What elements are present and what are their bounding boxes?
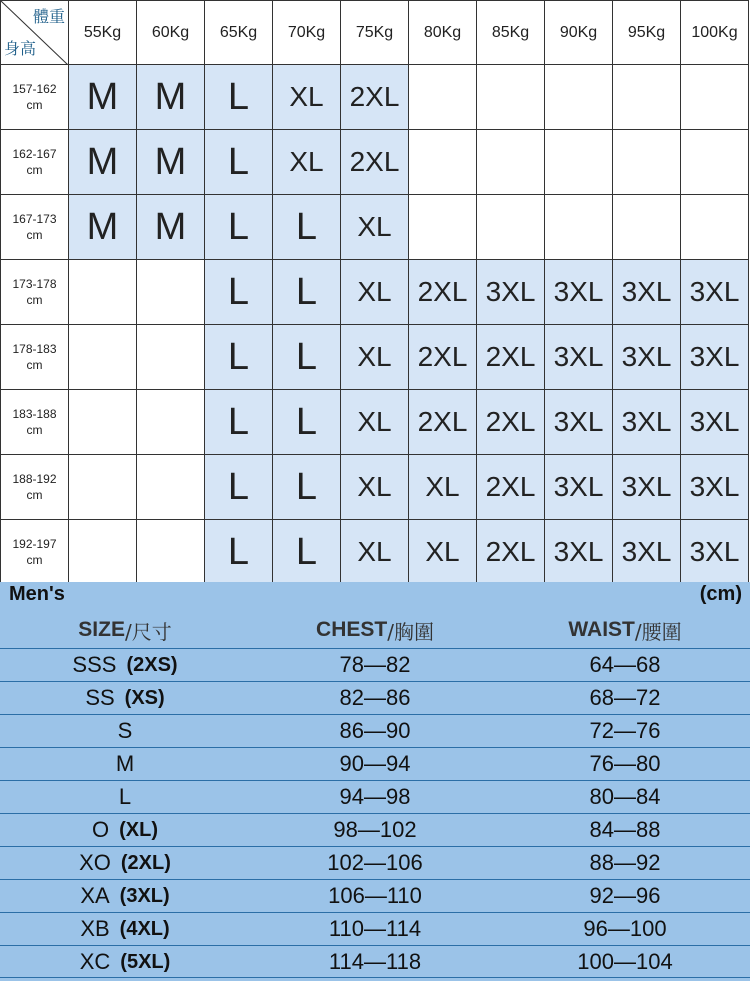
- mens-size-table: [0, 582, 750, 981]
- mens-size-row: [0, 714, 750, 747]
- size-cell: L: [205, 130, 273, 195]
- empty-cell: [409, 195, 477, 260]
- mens-size-row: [0, 648, 750, 681]
- size-code: XB: [80, 916, 110, 941]
- chest-range: 78—82: [339, 652, 411, 677]
- waist-range: 80—84: [589, 784, 661, 809]
- height-unit: cm: [26, 98, 43, 112]
- size-alt: (4XL): [119, 917, 170, 940]
- size-cell: 2XL: [477, 520, 545, 585]
- size-cell: 3XL: [681, 455, 749, 520]
- size-cell: XL: [341, 260, 409, 325]
- height-unit: cm: [26, 488, 43, 502]
- height-range-cell: [1, 325, 69, 390]
- height-unit: cm: [26, 553, 43, 567]
- empty-cell: [545, 195, 613, 260]
- size-code: O: [91, 817, 110, 842]
- size-alt: (XL): [119, 818, 158, 841]
- height-range: 173-178: [12, 277, 57, 291]
- size-cell: 3XL: [545, 455, 613, 520]
- chest-range: 90—94: [339, 751, 411, 776]
- height-range-cell: [1, 260, 69, 325]
- waist-range: 72—76: [589, 718, 661, 743]
- chest-range: 82—86: [339, 685, 411, 710]
- size-cell: XL: [341, 325, 409, 390]
- size-code: XA: [80, 883, 110, 908]
- size-alt: (2XL): [120, 851, 171, 874]
- weight-header: 80Kg: [409, 1, 477, 65]
- height-range-cell: [1, 195, 69, 260]
- weight-header: 65Kg: [205, 1, 273, 65]
- empty-cell: [137, 455, 205, 520]
- size-cell: [0, 814, 250, 846]
- empty-cell: [137, 390, 205, 455]
- height-range-cell: [1, 130, 69, 195]
- size-cell: L: [205, 390, 273, 455]
- size-cell: L: [273, 455, 341, 520]
- corner-weight-label: 體重: [32, 7, 65, 26]
- mens-size-row: [0, 813, 750, 846]
- size-cell: 3XL: [613, 260, 681, 325]
- unit-label: (cm): [699, 583, 742, 605]
- size-cell: 2XL: [409, 260, 477, 325]
- waist-column-header: [500, 612, 750, 648]
- height-unit: cm: [26, 358, 43, 372]
- size-cell: M: [69, 65, 137, 130]
- size-cell: 2XL: [341, 65, 409, 130]
- height-range: 167-173: [12, 212, 57, 226]
- size-cell: M: [69, 195, 137, 260]
- size-cell: XL: [273, 130, 341, 195]
- size-cell: [0, 880, 250, 912]
- waist-header-en: WAIST: [568, 618, 635, 641]
- height-row: [1, 195, 749, 260]
- size-cell: L: [205, 195, 273, 260]
- size-cell: [0, 682, 250, 714]
- waist-header-cn: /腰圍: [634, 619, 682, 644]
- weight-header: 55Kg: [69, 1, 137, 65]
- size-cell: XL: [341, 390, 409, 455]
- height-range: 157-162: [12, 82, 57, 96]
- height-range: 162-167: [12, 147, 57, 161]
- size-cell: XL: [341, 520, 409, 585]
- size-cell: 3XL: [681, 390, 749, 455]
- size-code: L: [118, 784, 132, 809]
- mens-size-row: [0, 780, 750, 813]
- chest-range: 94—98: [339, 784, 411, 809]
- empty-cell: [409, 130, 477, 195]
- size-cell: L: [205, 455, 273, 520]
- size-cell: [0, 946, 250, 978]
- empty-cell: [681, 195, 749, 260]
- size-code: XC: [79, 949, 111, 974]
- size-cell: 2XL: [477, 390, 545, 455]
- size-cell: XL: [273, 65, 341, 130]
- empty-cell: [681, 65, 749, 130]
- size-cell: [0, 913, 250, 945]
- height-row: [1, 65, 749, 130]
- size-cell: 3XL: [613, 325, 681, 390]
- height-row: [1, 390, 749, 455]
- empty-cell: [681, 130, 749, 195]
- waist-range: 64—68: [589, 652, 661, 677]
- size-cell: 3XL: [681, 325, 749, 390]
- chest-range: 114—118: [328, 949, 422, 974]
- empty-cell: [69, 390, 137, 455]
- empty-cell: [69, 455, 137, 520]
- height-unit: cm: [26, 163, 43, 177]
- size-header-en: SIZE: [78, 618, 125, 641]
- height-range-cell: [1, 65, 69, 130]
- height-unit: cm: [26, 423, 43, 437]
- height-unit: cm: [26, 293, 43, 307]
- size-cell: XL: [409, 455, 477, 520]
- empty-cell: [477, 195, 545, 260]
- size-cell: 3XL: [613, 455, 681, 520]
- weight-header: 85Kg: [477, 1, 545, 65]
- size-cell: [0, 847, 250, 879]
- size-cell: 2XL: [477, 455, 545, 520]
- waist-range: 84—88: [589, 817, 661, 842]
- weight-header: 70Kg: [273, 1, 341, 65]
- chest-range: 106—110: [328, 883, 422, 908]
- waist-range: 76—80: [589, 751, 661, 776]
- chest-range: 110—114: [328, 916, 422, 941]
- chest-range: 98—102: [333, 817, 417, 842]
- height-range: 192-197: [12, 537, 57, 551]
- size-header-cn: /尺寸: [124, 619, 172, 644]
- size-code: M: [115, 751, 135, 776]
- size-cell: XL: [341, 195, 409, 260]
- waist-range: 100—104: [577, 949, 673, 974]
- height-row: [1, 520, 749, 585]
- weight-header: 100Kg: [681, 1, 749, 65]
- empty-cell: [477, 65, 545, 130]
- size-cell: M: [137, 65, 205, 130]
- weight-header: 75Kg: [341, 1, 409, 65]
- size-cell: 3XL: [613, 390, 681, 455]
- size-cell: L: [205, 260, 273, 325]
- size-code: SSS: [72, 652, 117, 677]
- waist-range: 88—92: [589, 850, 661, 875]
- empty-cell: [545, 65, 613, 130]
- size-cell: 3XL: [477, 260, 545, 325]
- mens-size-row: [0, 846, 750, 879]
- weight-header: 60Kg: [137, 1, 205, 65]
- mens-size-row: [0, 945, 750, 978]
- height-unit: cm: [26, 228, 43, 242]
- chest-range: 102—106: [327, 850, 423, 875]
- size-cell: L: [273, 195, 341, 260]
- waist-range: 96—100: [583, 916, 667, 941]
- height-range-cell: [1, 520, 69, 585]
- chest-column-header: [250, 612, 500, 648]
- size-cell: 3XL: [545, 520, 613, 585]
- corner-cell: [1, 1, 69, 65]
- height-range: 183-188: [12, 407, 57, 421]
- size-cell: 2XL: [409, 325, 477, 390]
- waist-range: 68—72: [589, 685, 661, 710]
- size-cell: 3XL: [681, 260, 749, 325]
- mens-size-row: [0, 681, 750, 714]
- corner-height-label: 身高: [4, 39, 37, 58]
- chest-header-cn: /胸圍: [387, 619, 434, 644]
- size-cell: 2XL: [477, 325, 545, 390]
- empty-cell: [137, 260, 205, 325]
- empty-cell: [69, 260, 137, 325]
- height-row: [1, 325, 749, 390]
- height-range-cell: [1, 390, 69, 455]
- empty-cell: [137, 520, 205, 585]
- height-row: [1, 455, 749, 520]
- height-range: 178-183: [12, 342, 57, 356]
- height-range: 188-192: [12, 472, 57, 486]
- size-cell: [0, 748, 250, 780]
- size-cell: M: [137, 195, 205, 260]
- size-cell: L: [273, 325, 341, 390]
- empty-cell: [69, 520, 137, 585]
- size-cell: [0, 781, 250, 813]
- weight-header-row: [1, 1, 749, 65]
- size-cell: L: [273, 390, 341, 455]
- size-cell: XL: [409, 520, 477, 585]
- empty-cell: [477, 130, 545, 195]
- size-cell: 3XL: [545, 260, 613, 325]
- size-alt: (2XS): [126, 653, 178, 676]
- mens-title: Men's: [9, 583, 65, 605]
- size-cell: 2XL: [341, 130, 409, 195]
- size-alt: (5XL): [120, 950, 171, 973]
- empty-cell: [613, 130, 681, 195]
- weight-header: 90Kg: [545, 1, 613, 65]
- mens-size-row: [0, 879, 750, 912]
- mens-size-row: [0, 747, 750, 780]
- size-alt: (3XL): [119, 884, 170, 907]
- height-row: [1, 130, 749, 195]
- empty-cell: [69, 325, 137, 390]
- size-cell: 2XL: [409, 390, 477, 455]
- size-cell: L: [205, 520, 273, 585]
- waist-range: 92—96: [589, 883, 661, 908]
- size-alt: (XS): [124, 686, 165, 709]
- size-cell: L: [273, 260, 341, 325]
- size-cell: 3XL: [681, 520, 749, 585]
- empty-cell: [409, 65, 477, 130]
- size-cell: 3XL: [545, 325, 613, 390]
- size-cell: XL: [341, 455, 409, 520]
- size-cell: L: [205, 325, 273, 390]
- size-cell: M: [69, 130, 137, 195]
- mens-size-row: [0, 912, 750, 945]
- size-code: XO: [79, 850, 111, 875]
- height-range-cell: [1, 455, 69, 520]
- height-row: [1, 260, 749, 325]
- size-cell: L: [205, 65, 273, 130]
- chest-header-en: CHEST: [316, 618, 388, 641]
- weight-header: 95Kg: [613, 1, 681, 65]
- size-code: S: [117, 718, 133, 743]
- size-cell: [0, 715, 250, 747]
- size-cell: M: [137, 130, 205, 195]
- empty-cell: [613, 65, 681, 130]
- size-cell: L: [273, 520, 341, 585]
- empty-cell: [613, 195, 681, 260]
- empty-cell: [545, 130, 613, 195]
- size-cell: 3XL: [613, 520, 681, 585]
- size-column-header: [0, 612, 250, 648]
- size-code: SS: [85, 685, 115, 710]
- size-cell: 3XL: [545, 390, 613, 455]
- chest-range: 86—90: [339, 718, 411, 743]
- size-cell: [0, 649, 250, 681]
- empty-cell: [137, 325, 205, 390]
